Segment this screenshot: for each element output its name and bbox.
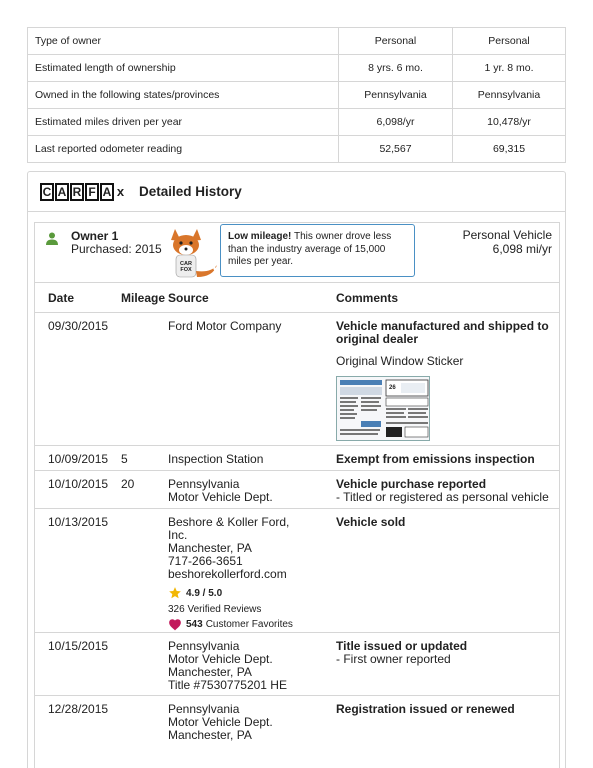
verified-reviews-link[interactable]: 326 Verified Reviews [168, 604, 262, 615]
window-sticker-label: Original Window Sticker [336, 354, 464, 368]
source-line: Ford Motor Company [168, 319, 282, 333]
card-header [28, 172, 565, 212]
row-date: 10/09/2015 [48, 452, 109, 466]
carfax-logo [40, 182, 127, 202]
owner-name: Owner 1 [71, 229, 119, 243]
row-mileage [115, 640, 168, 695]
dealer-phone[interactable]: 717-266-3651 [168, 554, 243, 568]
dealer-location: Manchester, PA [168, 541, 252, 555]
source-line: Motor Vehicle Dept. [168, 652, 273, 666]
callout-text: This owner drove less than the industry average of 15,000 miles per year. [228, 231, 392, 267]
callout-title: Low mileage! [228, 231, 292, 242]
comment-detail: - First owner reported [336, 652, 451, 666]
source-line: Manchester, PA [168, 728, 252, 742]
summary-label: Type of owner [28, 28, 339, 54]
heart-icon [168, 618, 182, 631]
vehicle-usage-summary [463, 228, 552, 256]
history-row [35, 633, 559, 696]
svg-text:26: 26 [389, 385, 396, 391]
miles-per-year: 6,098 mi/yr [492, 242, 552, 256]
card-title: Detailed History [139, 184, 242, 199]
row-mileage [115, 703, 168, 756]
history-row [35, 696, 559, 756]
logo-letter: R [70, 183, 84, 201]
detailed-history-card [27, 171, 566, 768]
history-row [35, 509, 559, 633]
source-line: Pennsylvania [168, 477, 240, 491]
row-mileage [115, 320, 168, 445]
owner-purchased: Purchased: 2015 [71, 242, 162, 256]
header-mileage: Mileage [121, 290, 166, 305]
rating-value: 4.9 / 5.0 [186, 587, 223, 599]
summary-owner1-value: Personal [339, 28, 453, 54]
summary-owner2-value: Pennsylvania [477, 89, 541, 101]
summary-owner2-value: 69,315 [492, 143, 526, 155]
header-source: Source [168, 290, 209, 305]
row-date: 09/30/2015 [48, 319, 109, 333]
comment-title: Registration issued or renewed [336, 702, 515, 716]
source-line: Motor Vehicle Dept. [168, 490, 273, 504]
row-source [168, 516, 336, 632]
star-icon [168, 586, 182, 600]
history-row [35, 313, 559, 446]
row-mileage: 5 [121, 452, 128, 466]
customer-favorites [168, 618, 336, 631]
summary-owner1-value: 6,098/yr [339, 109, 453, 135]
row-comments [336, 516, 559, 632]
dealer-name: Beshore & Koller Ford, [168, 515, 290, 529]
header-date: Date [48, 290, 75, 305]
row-date: 10/13/2015 [48, 515, 109, 529]
summary-row [28, 54, 565, 81]
row-comments [336, 640, 559, 695]
history-row [35, 446, 559, 471]
ownership-summary-table [27, 27, 566, 163]
logo-letter: F [85, 183, 99, 201]
comment-title: Exempt from emissions inspection [336, 452, 535, 466]
dealer-website-link[interactable]: beshorekollerford.com [168, 567, 287, 581]
source-line: Pennsylvania [168, 639, 240, 653]
row-comments [336, 320, 559, 445]
summary-label: Last reported odometer reading [28, 136, 339, 162]
comment-title: Vehicle sold [336, 515, 406, 529]
row-date: 12/28/2015 [48, 702, 109, 716]
summary-label: Owned in the following states/provinces [28, 82, 339, 108]
row-source [168, 703, 336, 756]
logo-letter: A [55, 183, 69, 201]
row-date: 10/10/2015 [48, 477, 109, 491]
source-line: Manchester, PA [168, 665, 252, 679]
logo-letter: C [40, 183, 54, 201]
summary-row [28, 135, 565, 162]
summary-label: Estimated length of ownership [28, 55, 339, 81]
vehicle-type: Personal Vehicle [462, 228, 552, 242]
summary-row [28, 81, 565, 108]
summary-label: Estimated miles driven per year [28, 109, 339, 135]
summary-owner1-value: 8 yrs. 6 mo. [339, 55, 453, 81]
row-comments [336, 478, 559, 508]
comment-detail: - Titled or registered as personal vehicle [336, 490, 549, 504]
summary-owner1-value: Pennsylvania [339, 82, 453, 108]
row-source [168, 320, 336, 445]
row-source [168, 640, 336, 695]
summary-owner2-value: 10,478/yr [487, 116, 531, 128]
source-line: Motor Vehicle Dept. [168, 715, 273, 729]
row-source [168, 478, 336, 508]
owner-header [35, 223, 559, 283]
row-source [168, 453, 336, 470]
dealer-name-cont: Inc. [168, 528, 188, 542]
summary-owner1-value: 52,567 [339, 136, 453, 162]
source-line: Pennsylvania [168, 702, 240, 716]
row-mileage: 20 [121, 477, 135, 491]
header-comments: Comments [336, 290, 399, 305]
source-line: Inspection Station [168, 452, 264, 466]
summary-owner2-value: 1 yr. 8 mo. [484, 62, 534, 74]
row-date: 10/15/2015 [48, 639, 109, 653]
owner-section [34, 222, 560, 768]
logo-letter: A [100, 183, 114, 201]
history-table-header [35, 283, 559, 313]
window-sticker-thumbnail[interactable] [336, 376, 430, 441]
summary-row [28, 27, 565, 54]
comment-title: Title issued or updated [336, 639, 468, 653]
summary-row [28, 108, 565, 135]
comment-title: Vehicle manufactured and shipped to original dealer [336, 319, 549, 346]
window-sticker-image [337, 377, 430, 441]
summary-owner2-value: Personal [488, 35, 530, 47]
row-mileage [115, 516, 168, 632]
dealer-rating [168, 586, 336, 600]
person-icon [46, 232, 58, 246]
svg-text:FOX: FOX [180, 267, 192, 273]
title-number: Title #7530775201 HE [168, 678, 287, 692]
row-comments [336, 453, 559, 470]
history-row [35, 471, 559, 509]
logo-letter: x [116, 184, 125, 199]
carfox-mascot-icon [161, 225, 219, 281]
comment-title: Vehicle purchase reported [336, 477, 487, 491]
low-mileage-callout [220, 224, 415, 277]
favorites-count: 543 [186, 619, 203, 630]
svg-text:CAR: CAR [180, 261, 192, 267]
favorites-label: Customer Favorites [205, 619, 293, 630]
row-comments [336, 703, 559, 756]
